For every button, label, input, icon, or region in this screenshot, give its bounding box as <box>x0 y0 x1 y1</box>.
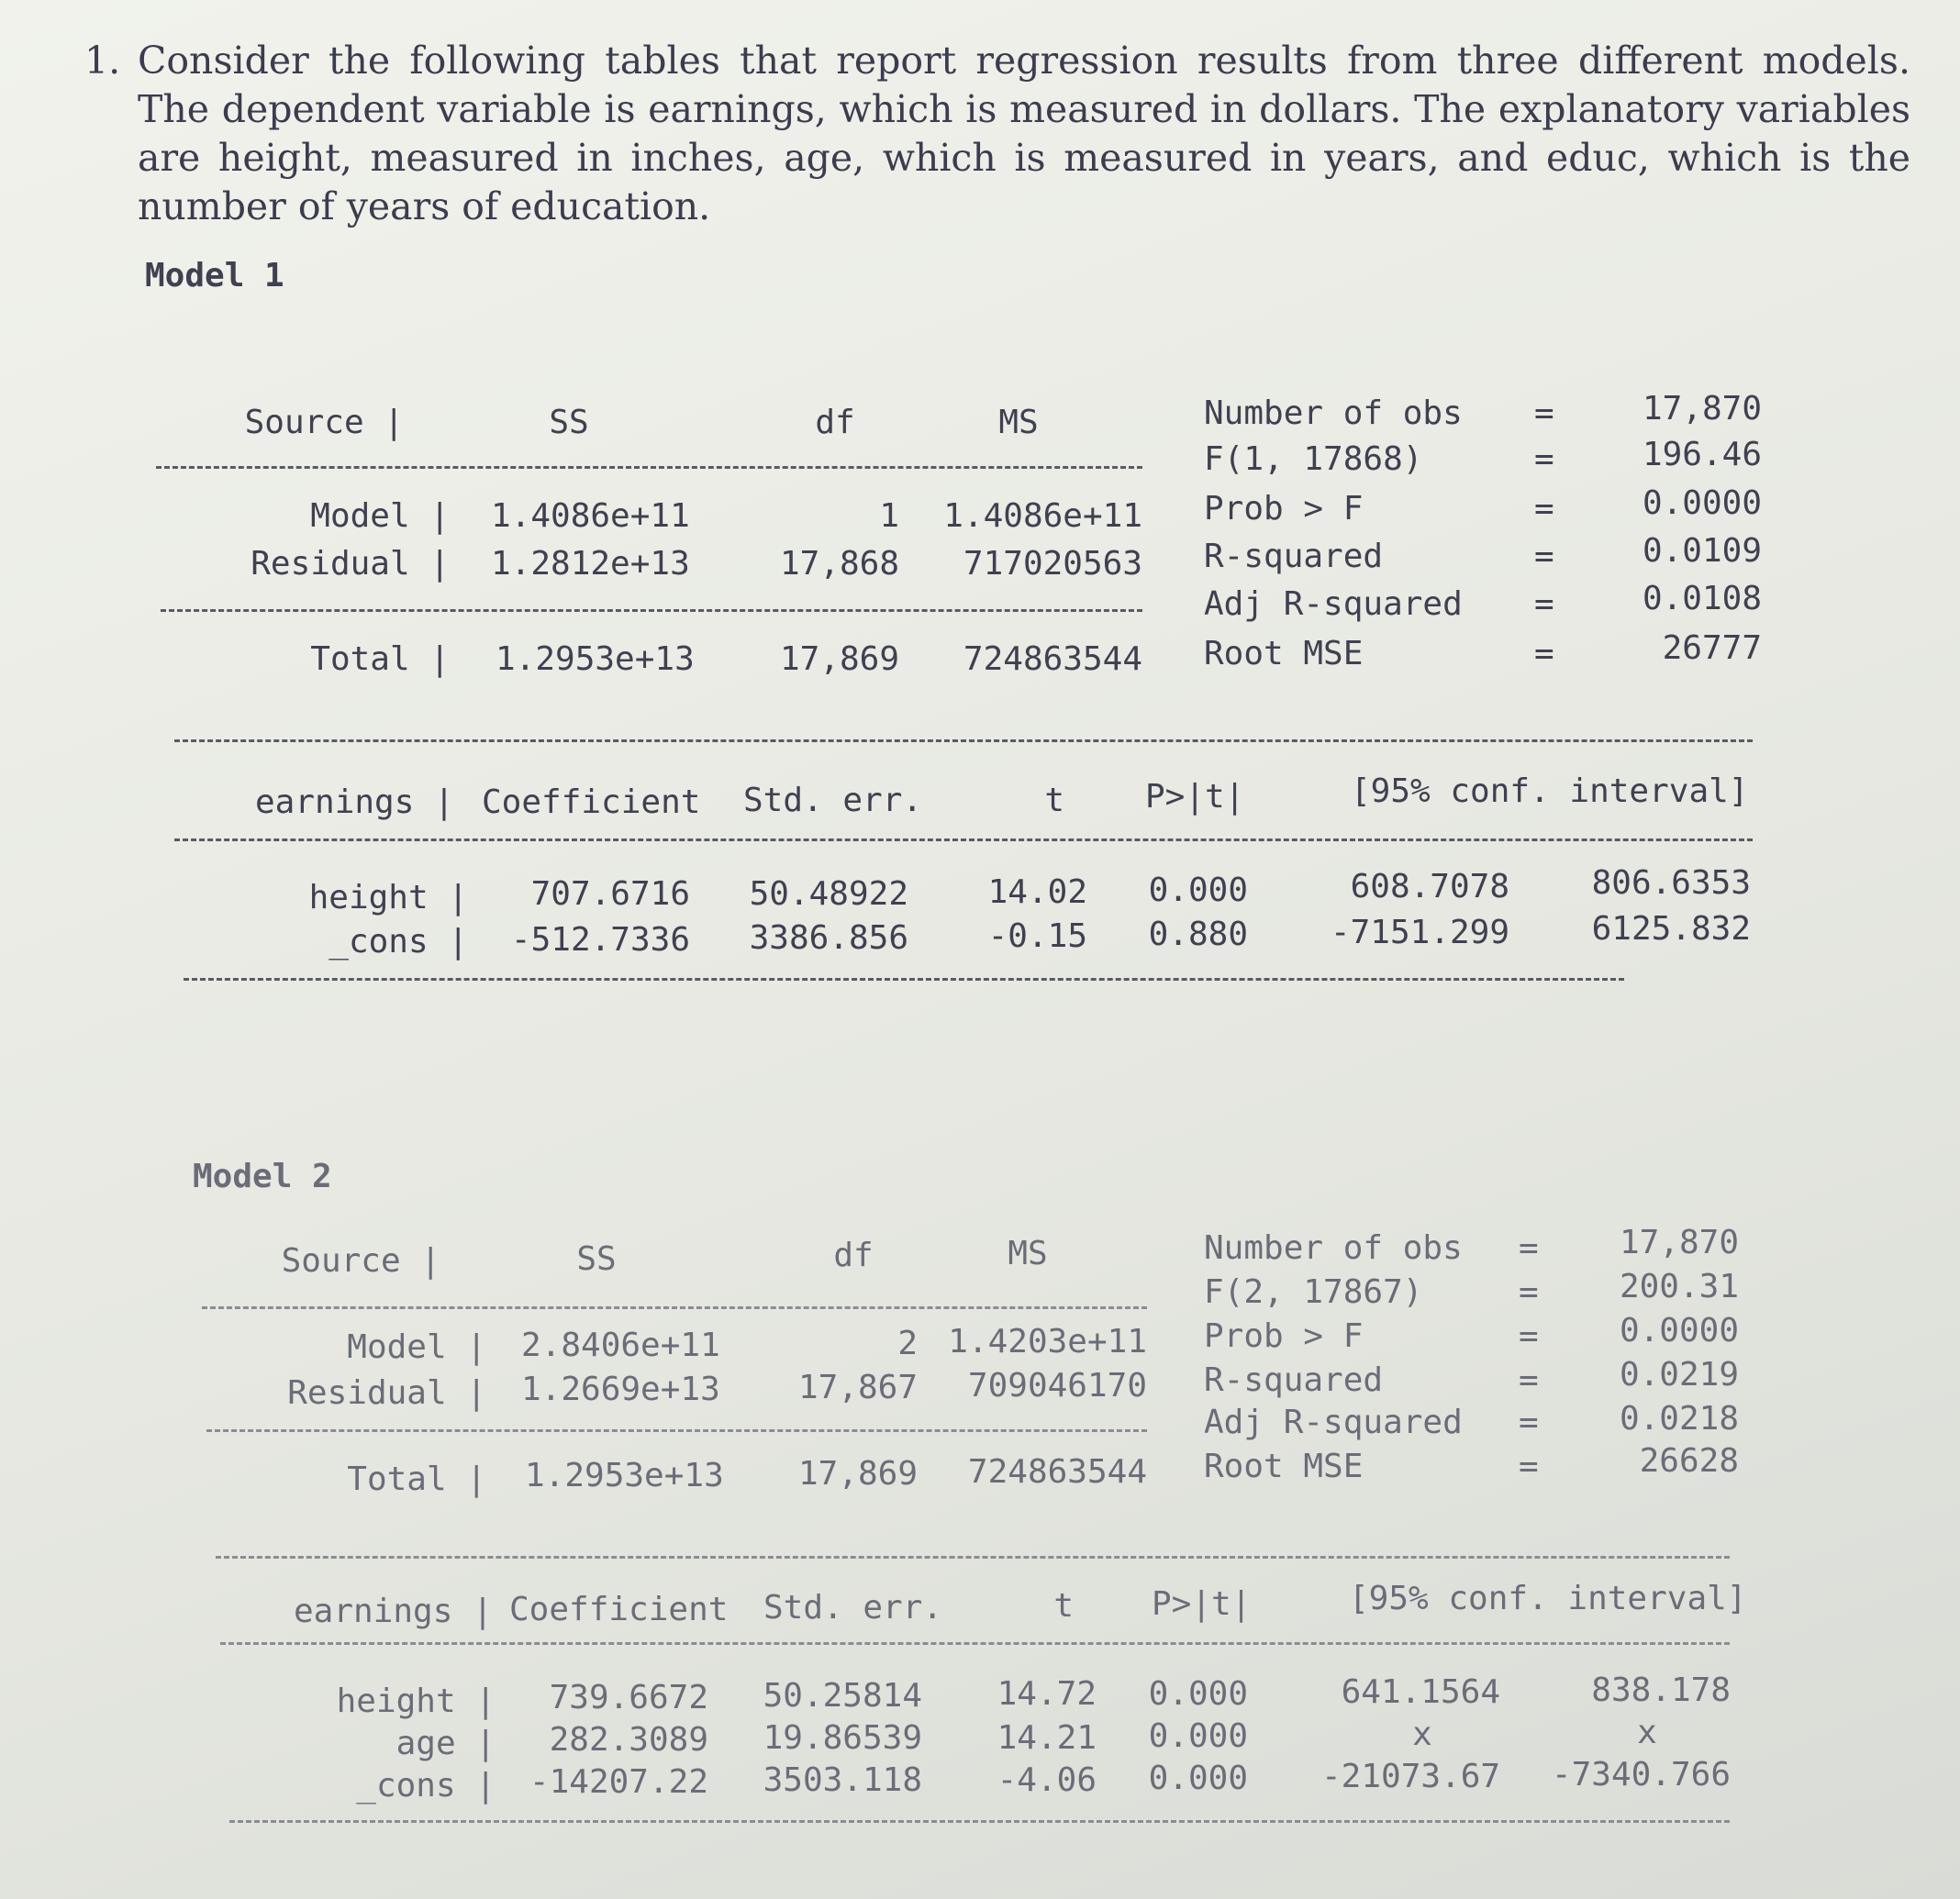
divider <box>161 609 1142 612</box>
stat-label: Prob > F <box>1204 490 1364 528</box>
header-df: df <box>815 404 855 441</box>
coef-row-p: 0.000 <box>1148 1675 1248 1713</box>
coef-row-coef: 282.3089 <box>549 1721 708 1759</box>
stat-label: Prob > F <box>1204 1317 1364 1355</box>
stat-value: 0.0000 <box>1642 484 1762 522</box>
stat-eq: = <box>1519 1448 1539 1485</box>
stat-eq: = <box>1534 635 1554 672</box>
header-source: Source | <box>244 404 404 441</box>
coef-header-var: earnings | <box>255 783 454 821</box>
stat-eq: = <box>1519 1361 1539 1399</box>
stat-value: 0.0108 <box>1642 580 1762 617</box>
divider <box>206 1429 1147 1432</box>
stat-eq: = <box>1534 440 1554 478</box>
stat-value: 200.31 <box>1619 1268 1739 1305</box>
stat-value: 17,870 <box>1619 1224 1739 1261</box>
row-source: Model | <box>310 497 450 535</box>
divider <box>156 466 1142 469</box>
coef-row-ci-high: 6125.832 <box>1591 910 1751 948</box>
stat-label: Number of obs <box>1204 1229 1463 1267</box>
model-1-label: Model 1 <box>145 257 284 294</box>
coef-row-se: 3503.118 <box>763 1761 922 1799</box>
row-ms: 1.4086e+11 <box>943 497 1142 535</box>
divider <box>174 739 1753 742</box>
coef-row-ci-low: -7151.299 <box>1330 914 1509 951</box>
coef-row-se: 50.48922 <box>749 875 908 913</box>
stat-label: R-squared <box>1204 1361 1384 1399</box>
coef-header-ci: [95% conf. interval] <box>1349 1580 1747 1617</box>
divider <box>216 1556 1730 1559</box>
total-df: 17,869 <box>779 640 899 678</box>
row-ms: 717020563 <box>963 545 1142 583</box>
coef-row-var: _cons | <box>329 923 468 961</box>
coef-row-se: 50.25814 <box>763 1677 922 1715</box>
header-source: Source | <box>281 1242 440 1280</box>
coef-row-ci-low: x <box>1412 1716 1432 1753</box>
coef-row-ci-high: x <box>1637 1714 1657 1751</box>
stat-value: 0.0219 <box>1619 1356 1739 1394</box>
coef-row-se: 3386.856 <box>749 919 908 957</box>
coef-header-p: P>|t| <box>1152 1585 1252 1623</box>
total-ss: 1.2953e+13 <box>496 640 695 678</box>
coef-row-coef: -512.7336 <box>510 921 690 959</box>
stat-value: 17,870 <box>1642 390 1762 428</box>
row-ms: 1.4203e+11 <box>948 1323 1147 1360</box>
divider <box>184 978 1624 981</box>
stat-value: 196.46 <box>1642 436 1762 473</box>
row-ss: 2.8406e+11 <box>521 1327 720 1364</box>
question-text: Consider the following tables that report regression results from three different models. The dependent variable is earnings, which is measured in dollars. The explanatory variables are height, measured in inches, age, which is measured in years, and educ, which is the number of years of education. <box>138 39 1910 228</box>
row-ss: 1.4086e+11 <box>491 497 690 535</box>
stat-label: Root MSE <box>1204 1448 1364 1485</box>
row-ms: 709046170 <box>967 1367 1147 1405</box>
stat-eq: = <box>1519 1229 1539 1267</box>
header-df: df <box>833 1237 874 1274</box>
row-df: 1 <box>879 497 899 535</box>
coef-header-coef: Coefficient <box>482 783 701 821</box>
stat-label: F(2, 17867) <box>1204 1273 1423 1311</box>
total-ms: 724863544 <box>967 1453 1147 1491</box>
stat-value: 0.0000 <box>1619 1312 1739 1349</box>
row-ss: 1.2812e+13 <box>491 545 690 583</box>
coef-row-ci-high: -7340.766 <box>1551 1756 1731 1794</box>
stat-label: Number of obs <box>1204 394 1463 432</box>
stat-eq: = <box>1534 490 1554 528</box>
total-ss: 1.2953e+13 <box>525 1457 724 1494</box>
stat-eq: = <box>1534 538 1554 575</box>
stat-eq: = <box>1534 585 1554 623</box>
stat-value: 0.0218 <box>1619 1400 1739 1438</box>
stat-value: 26628 <box>1639 1442 1739 1480</box>
stat-label: R-squared <box>1204 538 1384 575</box>
coef-row-p: 0.000 <box>1148 1717 1248 1755</box>
header-ss: SS <box>576 1240 617 1278</box>
row-df: 2 <box>897 1325 918 1362</box>
header-ms: MS <box>998 404 1039 441</box>
stat-eq: = <box>1519 1404 1539 1441</box>
divider <box>220 1642 1730 1645</box>
coef-row-var: height | <box>336 1682 496 1720</box>
coef-header-coef: Coefficient <box>509 1591 729 1628</box>
stat-eq: = <box>1534 394 1554 432</box>
question-block <box>84 37 1910 231</box>
row-ss: 1.2669e+13 <box>521 1371 720 1408</box>
stat-value: 26777 <box>1662 629 1762 667</box>
row-df: 17,868 <box>779 545 899 583</box>
total-ms: 724863544 <box>963 640 1142 678</box>
divider <box>229 1820 1730 1823</box>
total-source: Total | <box>310 640 450 678</box>
coef-row-t: -4.06 <box>997 1761 1097 1799</box>
stat-eq: = <box>1519 1317 1539 1355</box>
coef-header-ci: [95% conf. interval] <box>1351 772 1749 810</box>
coef-header-p: P>|t| <box>1145 778 1245 816</box>
header-ss: SS <box>549 404 589 441</box>
divider <box>174 838 1753 841</box>
stat-label: Root MSE <box>1204 635 1364 672</box>
question-number: 1. <box>84 39 121 83</box>
row-source: Model | <box>347 1328 486 1366</box>
row-df: 17,867 <box>797 1369 918 1406</box>
stat-label: Adj R-squared <box>1204 1404 1463 1441</box>
row-source: Residual | <box>287 1374 486 1412</box>
coef-row-coef: 739.6672 <box>549 1679 708 1716</box>
coef-row-var: height | <box>308 879 468 916</box>
coef-row-var: age | <box>395 1725 496 1762</box>
coef-row-se: 19.86539 <box>763 1719 922 1757</box>
stat-value: 0.0109 <box>1642 532 1762 570</box>
stat-eq: = <box>1519 1273 1539 1311</box>
stat-label: F(1, 17868) <box>1204 440 1423 478</box>
coef-row-t: 14.21 <box>997 1719 1097 1757</box>
coef-row-t: -0.15 <box>987 917 1087 955</box>
coef-row-coef: 707.6716 <box>530 875 690 913</box>
header-ms: MS <box>1008 1235 1048 1272</box>
coef-row-ci-low: 608.7078 <box>1350 868 1509 905</box>
coef-row-ci-low: 641.1564 <box>1341 1673 1500 1711</box>
coef-row-ci-low: -21073.67 <box>1321 1758 1501 1795</box>
coef-row-p: 0.000 <box>1148 872 1248 909</box>
coef-header-t: t <box>1053 1587 1074 1625</box>
total-df: 17,869 <box>797 1455 918 1493</box>
model-2-label: Model 2 <box>193 1158 332 1195</box>
coef-row-t: 14.02 <box>987 873 1087 911</box>
coef-row-p: 0.880 <box>1148 916 1248 953</box>
coef-header-se: Std. err. <box>763 1589 943 1627</box>
coef-header-se: Std. err. <box>743 782 923 819</box>
coef-row-var: _cons | <box>356 1767 496 1805</box>
stat-label: Adj R-squared <box>1204 585 1463 623</box>
coef-row-ci-high: 838.178 <box>1591 1671 1731 1709</box>
divider <box>202 1306 1147 1309</box>
coef-header-var: earnings | <box>294 1593 493 1630</box>
coef-row-t: 14.72 <box>997 1675 1097 1713</box>
total-source: Total | <box>347 1460 486 1498</box>
row-source: Residual | <box>251 545 450 583</box>
coef-header-t: t <box>1044 782 1064 819</box>
coef-row-p: 0.000 <box>1148 1760 1248 1797</box>
coef-row-coef: -14207.22 <box>529 1763 708 1801</box>
coef-row-ci-high: 806.6353 <box>1591 864 1751 902</box>
